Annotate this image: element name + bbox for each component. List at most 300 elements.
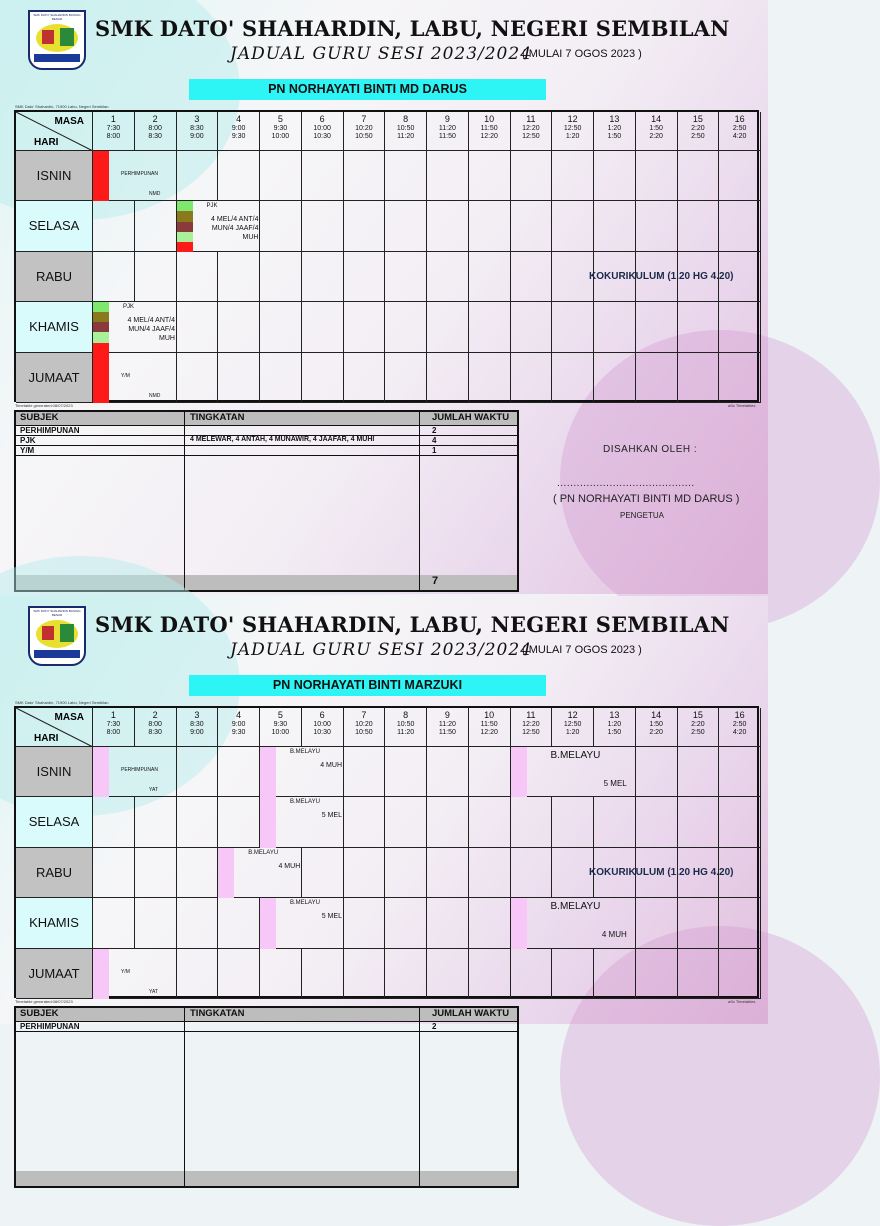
timetable-slot[interactable]	[93, 747, 177, 797]
effective-date: ( MULAI 7 OGOS 2023 )	[522, 644, 642, 656]
timetable-slot	[260, 252, 302, 302]
timetable-slot	[135, 201, 177, 251]
timetable-slot	[302, 949, 344, 999]
asc-note: aSc Timetables	[728, 999, 756, 1004]
period-start: 1:20	[607, 125, 622, 132]
period-number: 12	[567, 114, 578, 124]
timetable-slot[interactable]	[93, 302, 177, 352]
logo-text: SMK DATO' SHAHARDIN BATANG BENAR	[33, 609, 81, 617]
timetable-slot	[344, 151, 386, 201]
period-number: 9	[444, 114, 450, 124]
period-header	[218, 112, 260, 151]
timetable-slot	[511, 848, 553, 898]
timetable-slot	[636, 747, 678, 797]
period-number: 13	[609, 710, 620, 720]
summary-total: 7	[432, 575, 439, 587]
timetable-slot	[594, 353, 636, 403]
timetable-slot	[636, 949, 678, 999]
lesson-subject: B.MELAYU	[550, 750, 601, 761]
timetable-slot	[427, 201, 469, 251]
timetable-slot	[469, 252, 511, 302]
subject-color-bar	[260, 898, 276, 948]
timetable-slot	[385, 898, 427, 948]
day-label: SELASA	[16, 201, 93, 251]
timetable-slot[interactable]	[218, 848, 302, 898]
summary-jumlah: 4	[432, 436, 437, 445]
period-number: 9	[444, 710, 450, 720]
timetable-slot	[135, 848, 177, 898]
period-number: 15	[692, 710, 703, 720]
period-number: 1	[110, 710, 116, 720]
timetable-slot[interactable]	[93, 353, 177, 403]
period-end: 8:30	[148, 133, 162, 140]
period-end: 1:20	[565, 729, 580, 736]
header-corner	[16, 708, 93, 747]
timetable-slot	[552, 201, 594, 251]
jumlah-header: JUMLAH WAKTU	[432, 412, 510, 423]
subject-color-bar	[93, 312, 109, 322]
period-header	[344, 112, 386, 151]
timetable-slot	[385, 747, 427, 797]
timetable-slot	[260, 302, 302, 352]
summary-row	[16, 436, 517, 446]
timetable-slot	[260, 353, 302, 403]
logo-emblem	[34, 54, 80, 62]
timetable-slot	[719, 949, 761, 999]
timetable-slot	[636, 302, 678, 352]
period-start: 8:30	[190, 125, 204, 132]
summary-subjek: PERHIMPUNAN	[20, 426, 80, 435]
summary-jumlah: 2	[432, 1022, 437, 1031]
period-start: 7:30	[106, 721, 121, 728]
masa-label: MASA	[54, 712, 84, 723]
summary-header-row	[16, 412, 517, 426]
lesson-subject: B.MELAYU	[290, 749, 320, 755]
timetable-slot	[177, 252, 219, 302]
period-start: 8:00	[148, 125, 162, 132]
timetable-slot	[344, 201, 386, 251]
timetable-slot[interactable]	[260, 747, 344, 797]
school-logo	[28, 606, 86, 666]
period-end: 4:20	[732, 133, 747, 140]
subjek-header: SUBJEK	[20, 412, 59, 423]
timetable-slot	[177, 797, 219, 847]
timetable-slot	[177, 151, 219, 201]
timetable-slot	[260, 201, 302, 251]
subject-color-bar	[177, 232, 193, 242]
period-header	[678, 112, 720, 151]
day-label: RABU	[16, 848, 93, 898]
signatory-name: ( PN NORHAYATI BINTI MD DARUS )	[553, 493, 740, 505]
period-number: 8	[403, 710, 409, 720]
period-start: 9:30	[273, 125, 288, 132]
period-number: 10	[484, 114, 495, 124]
timetable-slot	[344, 848, 386, 898]
period-number: 10	[484, 710, 495, 720]
lesson-classes: 4 MUH	[320, 762, 342, 769]
subject-color-bar	[260, 797, 276, 847]
summary-subjek: PERHIMPUNAN	[20, 1022, 80, 1031]
timetable-slot	[552, 252, 594, 302]
timetable-slot	[469, 201, 511, 251]
subject-color-bar	[218, 848, 234, 898]
timetable-slot[interactable]	[260, 797, 344, 847]
period-start: 10:50	[396, 125, 415, 132]
timetable-slot	[719, 201, 761, 251]
period-header	[678, 708, 720, 747]
timetable-slot	[344, 949, 386, 999]
timetable-slot	[385, 949, 427, 999]
period-start: 8:30	[190, 721, 204, 728]
period-number: 11	[526, 114, 536, 124]
timetable-slot	[218, 949, 260, 999]
period-number: 5	[277, 710, 283, 720]
lesson-subject: PJK	[206, 203, 218, 210]
lesson-subject: B.MELAYU	[290, 900, 320, 907]
lesson-subject: PERHIMPUNAN	[121, 767, 158, 773]
logo-emblem	[42, 626, 54, 640]
header-corner	[16, 112, 93, 151]
day-label: KHAMIS	[16, 898, 93, 948]
period-header	[511, 112, 553, 151]
timetable-slot	[719, 747, 761, 797]
period-number: 8	[403, 114, 409, 124]
timetable-slot	[302, 151, 344, 201]
timetable-slot	[594, 797, 636, 847]
period-header	[552, 708, 594, 747]
lesson-teacher-code: YAT	[149, 787, 158, 793]
timetable-slot	[177, 898, 219, 948]
signatory-title: PENGETUA	[620, 511, 665, 520]
subject-color-bar	[177, 242, 193, 252]
school-title: SMK DATO' SHAHARDIN, LABU, NEGERI SEMBILAN	[95, 16, 730, 41]
timetable-slot	[385, 201, 427, 251]
effective-date: ( MULAI 7 OGOS 2023 )	[522, 48, 642, 60]
timetable-slot	[678, 353, 720, 403]
lesson-subject: B.MELAYU	[290, 799, 320, 806]
timetable-slot	[636, 151, 678, 201]
timetable-slot	[427, 353, 469, 403]
kokurikulum-label: KOKURIKULUM (1.20 HG 4.20)	[589, 270, 734, 282]
period-end: 2:20	[649, 729, 663, 736]
period-end: 10:00	[271, 133, 290, 140]
summary-subjek: PJK	[20, 436, 36, 445]
timetable-slot	[177, 949, 219, 999]
timetable-slot	[594, 201, 636, 251]
timetable-slot	[385, 797, 427, 847]
logo-emblem	[34, 650, 80, 658]
timetable-slot	[511, 797, 553, 847]
period-start: 2:20	[691, 721, 705, 728]
lesson-teacher-code: NMD	[149, 191, 161, 197]
period-end: 9:30	[231, 729, 246, 736]
timetable-slot[interactable]	[93, 949, 177, 999]
period-header	[594, 112, 636, 151]
period-end: 8:00	[106, 729, 121, 736]
subject-color-bar	[93, 353, 109, 403]
period-header	[719, 112, 761, 151]
timetable-slot	[344, 252, 386, 302]
timetable-slot[interactable]	[511, 898, 636, 948]
period-number: 16	[734, 710, 745, 720]
period-start: 1:20	[607, 721, 622, 728]
teacher-name: PN NORHAYATI BINTI MARZUKI	[189, 675, 546, 696]
lesson-classes: 4 MEL/4 ANT/4 MUN/4 JAAF/4 MUH	[127, 317, 175, 343]
period-end: 1:50	[607, 133, 622, 140]
signature-line: ..........................................	[557, 478, 695, 489]
period-number: 15	[692, 114, 703, 124]
timetable-slot	[594, 949, 636, 999]
period-start: 9:00	[231, 721, 246, 728]
timetable-slot	[469, 898, 511, 948]
subject-color-bar	[177, 222, 193, 232]
period-start: 2:50	[732, 721, 747, 728]
timetable-slot	[469, 848, 511, 898]
period-number: 2	[152, 710, 158, 720]
lesson-subject: PERHIMPUNAN	[121, 171, 158, 177]
summary-table	[14, 410, 519, 592]
lesson-subject: B.MELAYU	[248, 849, 279, 856]
summary-column-divider	[184, 412, 185, 590]
period-end: 9:30	[231, 133, 246, 140]
summary-total-row	[16, 575, 517, 590]
period-number: 6	[319, 710, 325, 720]
timetable-slot	[302, 353, 344, 403]
timetable-slot	[427, 747, 469, 797]
period-header	[135, 708, 177, 747]
period-end: 2:50	[691, 729, 705, 736]
timetable-slot	[93, 252, 135, 302]
period-start: 11:50	[480, 125, 498, 132]
logo-text: SMK DATO' SHAHARDIN BATANG BENAR	[33, 13, 81, 21]
timetable-slot	[636, 898, 678, 948]
summary-jumlah: 1	[432, 446, 437, 455]
summary-total-row	[16, 1171, 517, 1186]
period-start: 10:00	[313, 721, 331, 728]
subject-color-bar	[93, 332, 109, 342]
period-number: 3	[194, 710, 200, 720]
timetable-slot	[427, 797, 469, 847]
timetable-slot	[385, 848, 427, 898]
day-label: JUMAAT	[16, 353, 93, 403]
timetable-slot	[427, 151, 469, 201]
timetable-slot	[678, 201, 720, 251]
generated-note: Timetable generated:08/07/2023	[15, 403, 73, 408]
subject-color-bar	[260, 747, 276, 797]
timetable-slot	[511, 302, 553, 352]
period-header	[260, 708, 302, 747]
period-header	[218, 708, 260, 747]
period-start: 10:20	[355, 125, 373, 132]
subject-color-bar	[93, 322, 109, 332]
timetable-slot	[302, 302, 344, 352]
timetable-slot	[469, 949, 511, 999]
period-header	[93, 112, 135, 151]
period-end: 11:50	[438, 133, 456, 140]
timetable-slot	[636, 353, 678, 403]
period-number: 14	[651, 710, 662, 720]
lesson-teacher-code: NMD	[149, 392, 161, 399]
timetable-slot	[552, 848, 594, 898]
approved-by-label: DISAHKAN OLEH :	[603, 444, 698, 455]
period-header	[594, 708, 636, 747]
period-header	[552, 112, 594, 151]
asc-note: aSc Timetables	[728, 403, 756, 408]
timetable-slot	[719, 898, 761, 948]
lesson-classes: 4 MEL/4 ANT/4 MUN/4 JAAF/4 MUH	[211, 216, 259, 242]
timetable-slot	[177, 353, 219, 403]
timetable-slot	[260, 151, 302, 201]
timetable-slot	[218, 353, 260, 403]
subject-color-bar	[177, 201, 193, 211]
summary-row	[16, 1022, 517, 1032]
period-header	[302, 708, 344, 747]
kokurikulum-label: KOKURIKULUM (1.20 HG 4.20)	[589, 866, 734, 878]
summary-header-row	[16, 1008, 517, 1022]
period-header	[469, 112, 511, 151]
period-number: 6	[319, 114, 325, 124]
timetable-slot	[344, 302, 386, 352]
period-header	[636, 112, 678, 151]
timetable-slot	[469, 747, 511, 797]
subject-color-bar	[93, 949, 109, 999]
session-subtitle: JADUAL GURU SESI 2023/2024	[230, 640, 533, 660]
hari-label: HARI	[34, 137, 59, 148]
period-start: 9:30	[273, 721, 288, 728]
timetable-slot	[302, 252, 344, 302]
timetable-slot	[135, 898, 177, 948]
timetable-slot	[552, 797, 594, 847]
period-start: 11:50	[480, 721, 498, 728]
timetable-slot	[636, 797, 678, 847]
timetable-slot	[469, 353, 511, 403]
period-end: 2:50	[691, 133, 705, 140]
timetable-slot	[678, 747, 720, 797]
timetable-slot	[218, 252, 260, 302]
summary-row	[16, 426, 517, 436]
timetable-slot	[218, 797, 260, 847]
subject-color-bar	[177, 211, 193, 221]
timetable-slot[interactable]	[93, 151, 177, 201]
period-header	[719, 708, 761, 747]
timetable-slot	[719, 302, 761, 352]
timetable-slot	[511, 949, 553, 999]
period-end: 12:50	[522, 729, 540, 736]
period-end: 11:20	[397, 729, 415, 736]
period-header	[177, 112, 219, 151]
timetable-slot	[678, 898, 720, 948]
timetable-slot	[427, 302, 469, 352]
timetable-slot	[344, 747, 386, 797]
school-address-small: SMK Dato' Shahardin, 71900 Labu, Negeri Sembilan	[15, 700, 109, 705]
summary-column-divider	[419, 1008, 420, 1186]
period-end: 10:00	[271, 729, 290, 736]
lesson-subject: PJK	[123, 304, 135, 311]
period-header	[260, 112, 302, 151]
timetable-slot	[427, 848, 469, 898]
timetable-slot	[344, 797, 386, 847]
timetable-slot	[385, 353, 427, 403]
period-start: 7:30	[106, 125, 121, 132]
timetable-slot	[93, 898, 135, 948]
period-header	[93, 708, 135, 747]
timetable-slot	[93, 797, 135, 847]
session-subtitle: JADUAL GURU SESI 2023/2024	[230, 44, 533, 64]
timetable-slot	[678, 949, 720, 999]
teacher-name: PN NORHAYATI BINTI MD DARUS	[189, 79, 546, 100]
period-number: 2	[152, 114, 158, 124]
period-number: 5	[277, 114, 283, 124]
timetable-page-2	[0, 596, 768, 1031]
timetable-slot	[469, 151, 511, 201]
timetable-slot[interactable]	[511, 747, 636, 797]
period-number: 4	[236, 710, 242, 720]
timetable-grid	[14, 706, 759, 998]
lesson-subject: Y/M	[121, 968, 130, 975]
timetable-grid	[14, 110, 759, 402]
timetable-slot	[678, 302, 720, 352]
period-start: 12:20	[522, 721, 540, 728]
period-number: 1	[110, 114, 116, 124]
summary-jumlah: 2	[432, 426, 437, 435]
timetable-slot	[636, 201, 678, 251]
period-end: 10:50	[355, 729, 373, 736]
period-start: 2:50	[732, 125, 747, 132]
timetable-slot	[302, 848, 344, 898]
period-end: 12:50	[522, 133, 540, 140]
period-number: 13	[609, 114, 620, 124]
timetable-slot	[469, 797, 511, 847]
timetable-slot	[344, 353, 386, 403]
timetable-slot[interactable]	[177, 201, 261, 251]
subject-color-bar	[93, 343, 109, 353]
day-label: RABU	[16, 252, 93, 302]
period-number: 4	[236, 114, 242, 124]
timetable-slot	[719, 151, 761, 201]
timetable-slot	[344, 898, 386, 948]
period-header	[469, 708, 511, 747]
period-end: 2:20	[649, 133, 663, 140]
timetable-slot	[218, 898, 260, 948]
day-label: KHAMIS	[16, 302, 93, 352]
summary-column-divider	[419, 412, 420, 590]
period-number: 14	[651, 114, 662, 124]
timetable-slot	[93, 201, 135, 251]
generated-note: Timetable generated:08/07/2023	[15, 999, 73, 1004]
lesson-classes: 5 MEL	[603, 779, 627, 788]
period-start: 2:20	[691, 125, 705, 132]
subjek-header: SUBJEK	[20, 1008, 59, 1019]
subject-color-bar	[93, 302, 109, 312]
timetable-slot[interactable]	[260, 898, 344, 948]
lesson-classes: 4 MUH	[601, 930, 627, 940]
summary-tingkatan: 4 MELEWAR, 4 ANTAH, 4 MUNAWIR, 4 JAAFAR, 4 MUHI	[190, 436, 375, 443]
timetable-slot	[260, 949, 302, 999]
period-header	[177, 708, 219, 747]
period-end: 12:20	[480, 133, 498, 140]
logo-emblem	[42, 30, 54, 44]
timetable-slot	[93, 848, 135, 898]
period-start: 1:50	[649, 125, 663, 132]
period-header	[511, 708, 553, 747]
timetable-slot	[177, 747, 219, 797]
period-header	[385, 112, 427, 151]
timetable-slot	[719, 353, 761, 403]
period-end: 11:20	[397, 133, 415, 140]
period-start: 9:00	[231, 125, 246, 132]
period-start: 8:00	[148, 721, 162, 728]
period-start: 1:50	[649, 721, 663, 728]
